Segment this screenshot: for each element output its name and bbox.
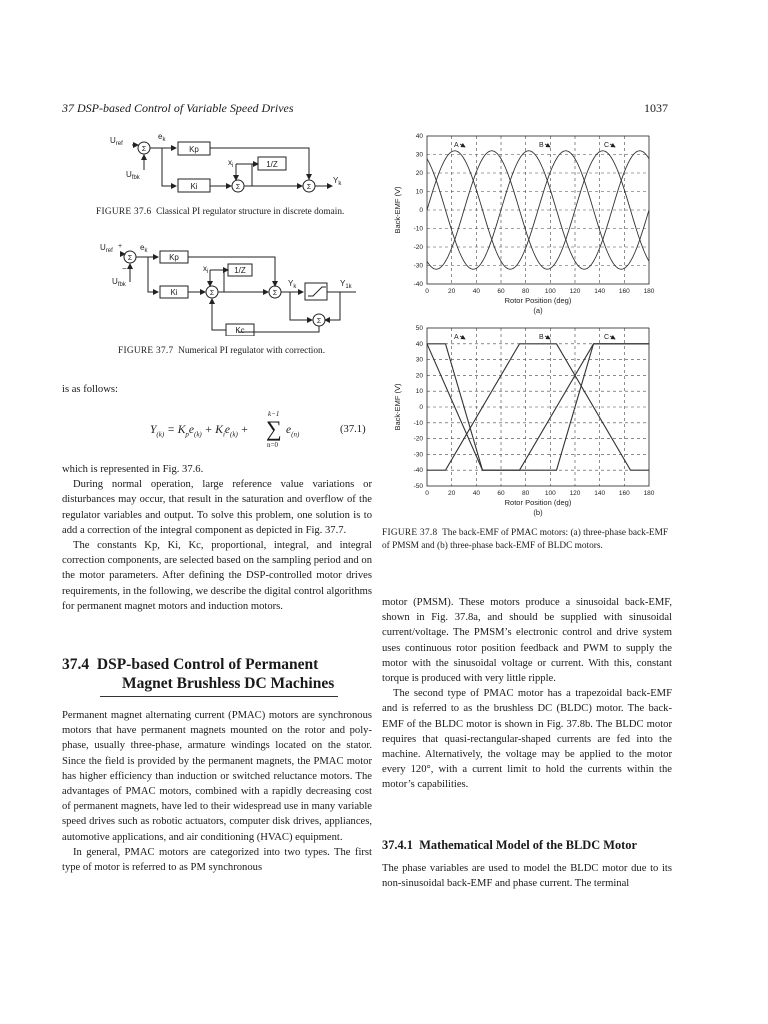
y-axis-label: Back-EMF (V) xyxy=(393,186,402,234)
phase-arrow xyxy=(545,336,550,339)
x-tick-label: 180 xyxy=(643,288,655,295)
svg-text:xi: $x_i$ xyxy=(203,264,209,275)
x-tick-label: 140 xyxy=(594,288,606,295)
x-tick-label: 140 xyxy=(594,490,606,497)
delay-block-label-2: 1/Z xyxy=(234,266,246,275)
y1k-label: Y xyxy=(340,279,346,288)
phase-label-a: A xyxy=(454,334,459,341)
x-tick-label: 0 xyxy=(425,490,429,497)
plus-sign: + xyxy=(118,243,123,250)
svg-text:Ufbk: $U_{fbk}$ xyxy=(112,277,126,288)
svg-text:Y1k: $Y_{1k}$ xyxy=(340,279,352,290)
uref-label: U xyxy=(110,136,116,145)
svg-text:Yk: $Y_k$ xyxy=(333,176,342,187)
svg-text:Uref: $U_{ref}$ xyxy=(100,243,113,254)
svg-text:Yk: $Y_k$ xyxy=(288,279,297,290)
sum-node-d: Σ xyxy=(316,318,322,325)
ek-label-2: e xyxy=(140,243,145,252)
y-tick-label: -40 xyxy=(413,281,423,288)
x-axis-label: Rotor Position (deg) xyxy=(504,498,572,507)
sum-node-b: Σ xyxy=(209,290,215,297)
x-tick-label: 40 xyxy=(472,490,480,497)
ufbk-label: U xyxy=(126,170,132,179)
ki-block-label: Ki xyxy=(190,182,198,191)
yk-label-2: Y xyxy=(288,279,294,288)
y-tick-label: 20 xyxy=(415,372,423,380)
running-header: 37 DSP-based Control of Variable Speed Drives xyxy=(62,101,294,115)
x-tick-label: 0 xyxy=(425,288,429,295)
phase-label-b: B xyxy=(539,142,544,149)
x-tick-label: 20 xyxy=(448,288,456,295)
y-tick-label: -20 xyxy=(413,244,423,251)
equation-37-1: $Y_{(k)} = K_pe_{(k)} + K_ie_{(k)}$ + k−1 ∑ n=0 $e_{(n)}$ (37.1) xyxy=(150,410,366,449)
svg-text:ek: $e_k$ xyxy=(140,243,148,254)
svg-text:Uref: $U_{ref}$ xyxy=(110,136,123,147)
svg-text:Ufbk: $U_{fbk}$ xyxy=(126,170,140,181)
y-tick-label: -10 xyxy=(413,419,423,427)
sum-node-2: Σ xyxy=(235,184,241,191)
sum-node-c: Σ xyxy=(272,290,278,297)
figure-37-6-caption: FIGURE 37.6 Classical PI regulator structure in discrete domain. xyxy=(96,207,345,217)
ek-label: e xyxy=(158,132,163,141)
phase-label-c: C xyxy=(604,142,610,149)
x-tick-label: 100 xyxy=(544,288,556,295)
ufbk-label-2: U xyxy=(112,277,118,286)
y-tick-label: -50 xyxy=(413,483,423,490)
sum-node-a: Σ xyxy=(127,255,133,262)
xi-label-2: x xyxy=(203,264,207,273)
uref-label-2: U xyxy=(100,243,106,252)
y-tick-label: 0 xyxy=(419,207,423,214)
y-tick-label: 30 xyxy=(415,356,423,364)
phase-arrow xyxy=(610,144,615,147)
section-rule xyxy=(100,696,338,697)
intro-text: is as follows: xyxy=(62,384,118,395)
y-axis-label: Back-EMF (V) xyxy=(393,383,402,431)
y-tick-label: 50 xyxy=(415,325,423,332)
phase-label-c: C xyxy=(604,334,610,341)
y-tick-label: 40 xyxy=(415,340,423,348)
panel-label: (b) xyxy=(533,508,543,517)
x-tick-label: 100 xyxy=(544,490,556,497)
figure-37-8-caption: FIGURE 37.8 The back-EMF of PMAC motors: (a) three-phase back-EMF of PMSM and (b) three-phase back-EMF of BLDC motors. xyxy=(382,528,669,551)
x-tick-label: 160 xyxy=(618,490,630,497)
x-tick-label: 160 xyxy=(618,288,630,295)
x-tick-label: 20 xyxy=(448,490,456,497)
panel-label: (a) xyxy=(533,306,543,315)
minus-sign: − xyxy=(122,264,127,273)
kc-block-label: Kc xyxy=(235,326,245,335)
svg-text:ek: $e_k$ xyxy=(158,132,166,143)
left-column-body-2: Permanent magnet alternating current (PMAC) motors are synchronous motors that have permanent magnets mounted on the rotor and poly-phase, usually three-phase, armature windings located on the stator. Since the field is provided by the permanent magnets, the PMAC motor has higher efficiency than induction or switched reluctance motors. The advantages of PMAC motors, combined with a rapidly decreasing cost of permanent magnets, have led to their widespread use in many variable speed drives such as robotic actuators, computer disk drives, appliances, automotive applications, and air conditioning (HVAC) equipment. In general, PMAC motors are categorized into two types. The first type of motor is referred to as PM synchronous xyxy=(62,710,372,874)
y-tick-label: 30 xyxy=(415,151,423,159)
x-tick-label: 80 xyxy=(522,288,530,295)
kp-block-label-2: Kp xyxy=(169,253,179,262)
delay-block-label: 1/Z xyxy=(266,160,278,169)
x-tick-label: 40 xyxy=(472,288,480,295)
phase-label-a: A xyxy=(454,142,459,149)
ki-block-label-2: Ki xyxy=(170,288,178,297)
y-tick-label: 10 xyxy=(415,388,423,396)
sum-node-3: Σ xyxy=(306,184,312,191)
sum-node-1: Σ xyxy=(141,146,147,153)
phase-arrow xyxy=(610,336,615,339)
y-tick-label: -40 xyxy=(413,467,423,475)
figure-37-8-charts xyxy=(392,130,660,522)
subsection-37-4-1-heading: 37.4.1 Mathematical Model of the BLDC Motor xyxy=(382,838,638,852)
y-tick-label: -20 xyxy=(413,435,423,443)
x-tick-label: 180 xyxy=(643,490,655,497)
phase-arrow xyxy=(545,144,550,147)
y-tick-label: 0 xyxy=(419,404,423,411)
y-tick-label: 40 xyxy=(415,133,423,140)
figure-37-6-diagram xyxy=(100,125,370,207)
page-number: 1037 xyxy=(644,101,668,115)
kp-block-label: Kp xyxy=(189,145,199,154)
section-37-4-heading: 37.4 DSP-based Control of Permanent Magnet Brushless DC Machines xyxy=(62,656,335,692)
left-column-body: which is represented in Fig. 37.6. During normal operation, large reference value variations or disturbances may occur, that result in the saturation and overflow of the regulator variables and output. To solve this problem, one solution is to add a correction of the integral component as depicted in Fig. 37.7. The constants Kp, Ki, Kc, proportional, integral, and integral correction components, are selected based on the sampling period and on the motor parameters. After defining the DSP-controlled motor drives requirements, in the following, we describe the digital control algorithms for permanent magnet motors and induction motors. xyxy=(62,464,372,612)
y-tick-label: 20 xyxy=(415,170,423,177)
phase-arrow xyxy=(460,144,465,147)
right-column-body: motor (PMSM). These motors produce a sinusoidal back-EMF, shown in Fig. 37.8a, and should be supplied with sinusoidal current/voltage. The PMSM’s electronic control and drive system uses continuous rotor position feedback and PWM to supply the motor with the sinusoidal voltage or current. With this, constant torque is produced with very little ripple. The second type of PMAC motor has a trapezoidal back-EMF and is referred to as the brushless DC (BLDC) motor. The back-EMF of the BLDC motor is shown in Fig. 37.8b. The BLDC motor requires that quasi-rectangular-shaped currents are fed into the machine. Alternatively, the voltage may be applied to the motor every 120°, with a current limit to hold the currents within the motor’s capabilities. xyxy=(382,597,672,791)
x-tick-label: 60 xyxy=(497,490,505,497)
y-tick-label: -30 xyxy=(413,262,423,270)
x-axis-label: Rotor Position (deg) xyxy=(504,296,572,305)
y-tick-label: 10 xyxy=(415,188,423,196)
y-tick-label: -30 xyxy=(413,451,423,459)
phase-label-b: B xyxy=(539,334,544,341)
right-column-body-2: The phase variables are used to model the BLDC motor due to its non-sinusoidal back-EMF and phase current. The terminal xyxy=(382,863,672,890)
x-tick-label: 120 xyxy=(569,288,581,295)
x-tick-label: 120 xyxy=(569,490,581,497)
xi-label: x xyxy=(228,158,232,167)
y-tick-label: -10 xyxy=(413,225,423,233)
phase-arrow xyxy=(460,336,465,339)
x-tick-label: 80 xyxy=(522,490,530,497)
yk-label: Y xyxy=(333,176,339,185)
figure-37-7-caption: FIGURE 37.7 Numerical PI regulator with correction. xyxy=(118,346,326,356)
figure-37-7-diagram xyxy=(98,236,370,336)
x-tick-label: 60 xyxy=(497,288,505,295)
svg-text:xi: $x_i$ xyxy=(228,158,234,169)
